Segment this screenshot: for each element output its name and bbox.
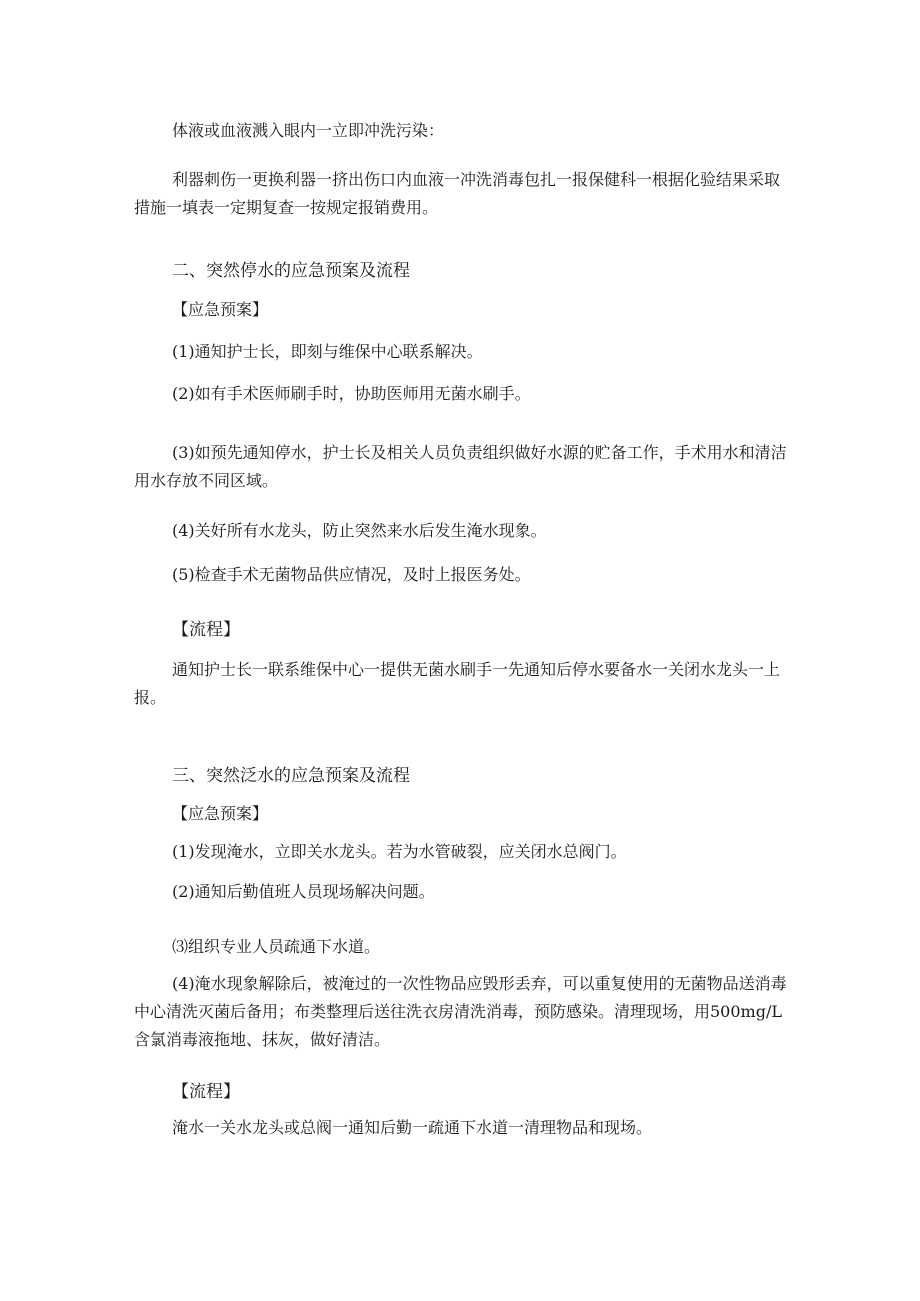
label-emergency-plan: 【应急预案】	[172, 804, 269, 823]
paragraph-sharps-injury: 利器刺伤一更换利器一挤出伤口内血液一冲洗消毒包扎一报保健科一根据化验结果采取措施一填表一定期复查一按规定报销费用。	[134, 170, 781, 217]
paragraph-eye-exposure: 体液或血液溅入眼内一立即冲洗污染：	[172, 121, 445, 140]
list-item: ⑶组织专业人员疏通下水道。	[172, 937, 381, 956]
list-item: (2)如有手术医师刷手时，协助医师用无菌水刷手。	[172, 384, 531, 403]
label-flow: 【流程】	[172, 1082, 240, 1102]
label-emergency-plan: 【应急预案】	[172, 300, 269, 319]
list-item: (4)淹水现象解除后，被淹过的一次性物品应毁形丢弃，可以重复使用的无菌物品送消毒中心清洗灭菌后备用；布类整理后送往洗衣房清洗消毒，预防感染。清理现场，用500mg∕L含氯消毒液拖地、抹灰，做好清洁。	[134, 974, 787, 1049]
section-title-water-outage: 二、突然停水的应急预案及流程	[172, 261, 410, 281]
list-item: (1)发现淹水，立即关水龙头。若为水管破裂，应关闭水总阀门。	[172, 842, 627, 861]
list-item: (1)通知护士长，即刻与维保中心联系解决。	[172, 342, 483, 361]
list-item: (2)通知后勤值班人员现场解决问题。	[172, 882, 435, 901]
list-item: (3)如预先通知停水，护士长及相关人员负责组织做好水源的贮备工作，手术用水和清洁用水存放不同区域。	[134, 443, 787, 490]
label-flow: 【流程】	[172, 620, 240, 640]
section-title-flooding: 三、突然泛水的应急预案及流程	[172, 766, 410, 786]
list-item: (4)关好所有水龙头，防止突然来水后发生淹水现象。	[172, 521, 547, 540]
paragraph-flow-water-outage: 通知护士长一联系维保中心一提供无菌水刷手一先通知后停水要备水一关闭水龙头一上报。	[134, 660, 781, 707]
paragraph-flow-flooding: 淹水一关水龙头或总阀一通知后勤一疏通下水道一清理物品和现场。	[172, 1118, 653, 1137]
list-item: (5)检查手术无菌物品供应情况，及时上报医务处。	[172, 565, 531, 584]
